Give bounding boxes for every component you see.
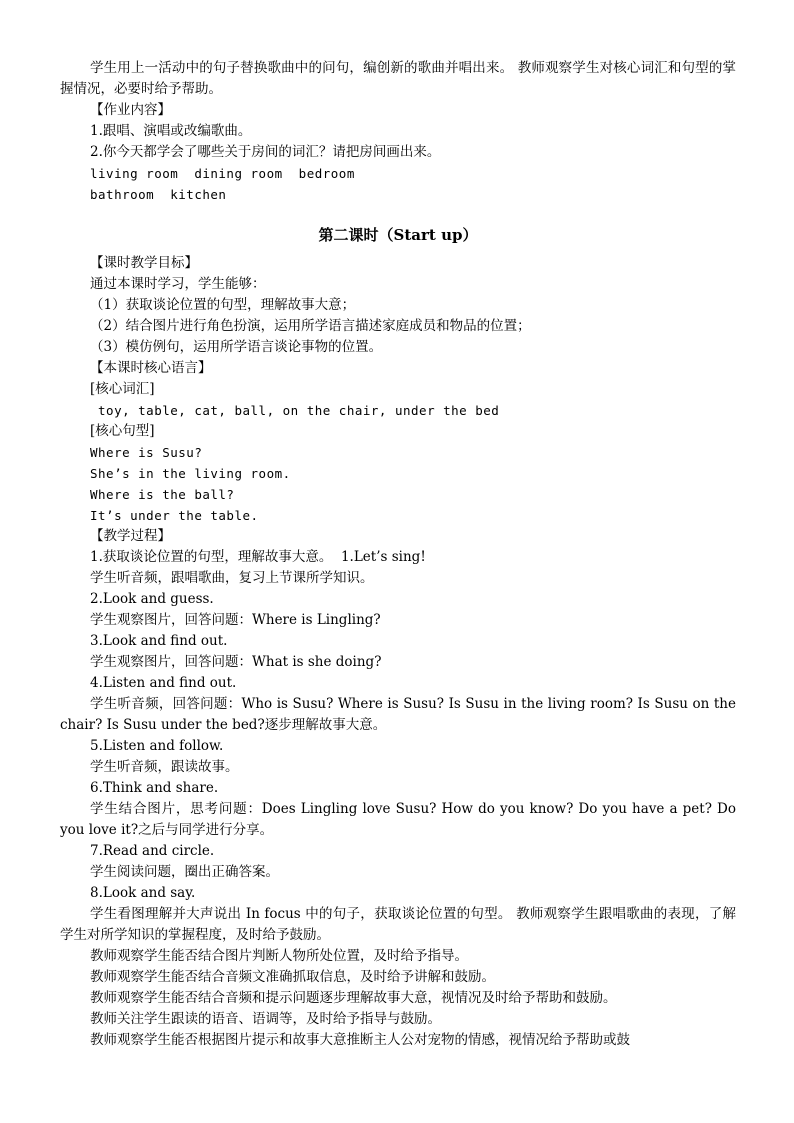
document-page (60, 58, 741, 1051)
process-step-1-desc: 学生听音频，跟唱歌曲，复习上节课所学知识。 (90, 570, 374, 586)
process-step-6-desc: 学生结合图片，思考问题：Does Lingling love Susu? How do you know? Do you have a pet? Do you love it?之后与同学进行分享。 (60, 801, 741, 838)
evaluation-1: 教师观察学生能否结合图片判断人物所处位置，及时给予指导。 (90, 948, 468, 964)
lesson-title: 第二课时（Start up） (318, 226, 478, 244)
core-language-heading: 【本课时核心语言】 (90, 360, 212, 376)
vocab-line-1: living room dining room bedroom (90, 166, 355, 181)
goal-item-1: （1）获取谈论位置的句型，理解故事大意； (90, 297, 356, 313)
process-step-4: 4.Listen and find out. (90, 675, 237, 691)
process-step-3: 3.Look and find out. (90, 633, 228, 649)
process-step-1: 1.获取谈论位置的句型，理解故事大意。 1.Let’s sing! (90, 549, 426, 565)
sentence-1: Where is Susu? (90, 445, 203, 460)
sentence-3: Where is the ball? (90, 487, 235, 502)
process-heading: 【教学过程】 (90, 528, 171, 544)
homework-heading: 【作业内容】 (90, 102, 171, 118)
process-step-4-desc: 学生听音频，回答问题：Who is Susu? Where is Susu? Is Susu in the living room? Is Susu on the chair? Is Susu under the bed?逐步理解故事大意。 (60, 696, 741, 733)
evaluation-5: 教师观察学生能否根据图片提示和故事大意推断主人公对宠物的情感，视情况给予帮助或鼓 (90, 1032, 630, 1048)
process-step-2-desc: 学生观察图片，回答问题：Where is Lingling? (90, 612, 381, 628)
process-step-3-desc: 学生观察图片，回答问题：What is she doing? (90, 654, 382, 670)
process-step-7: 7.Read and circle. (90, 843, 215, 859)
core-vocab-heading: [核心词汇] (90, 381, 155, 397)
paragraph-song-activity: 学生用上一活动中的句子替换歌曲中的问句，编创新的歌曲并唱出来。 教师观察学生对核心词汇和句型的掌握情况，必要时给予帮助。 (60, 60, 736, 97)
core-sentence-heading: [核心句型] (90, 423, 155, 439)
process-step-5: 5.Listen and follow. (90, 738, 224, 754)
sentence-2: She’s in the living room. (90, 466, 291, 481)
evaluation-3: 教师观察学生能否结合音频和提示问题逐步理解故事大意，视情况及时给予帮助和鼓励。 (90, 990, 617, 1006)
process-step-2: 2.Look and guess. (90, 591, 214, 607)
evaluation-4: 教师关注学生跟读的语音、语调等，及时给予指导与鼓励。 (90, 1011, 441, 1027)
process-step-7-desc: 学生阅读问题，圈出正确答案。 (90, 864, 279, 880)
process-step-6: 6.Think and share. (90, 780, 219, 796)
goal-intro: 通过本课时学习，学生能够： (90, 276, 266, 292)
homework-item-2: 2.你今天都学会了哪些关于房间的词汇？请把房间画出来。 (90, 144, 441, 160)
process-step-5-desc: 学生听音频，跟读故事。 (90, 759, 239, 775)
evaluation-2: 教师观察学生能否结合音频文准确抓取信息，及时给予讲解和鼓励。 (90, 969, 495, 985)
core-vocab-list: toy, table, cat, ball, on the chair, under the bed (90, 403, 500, 418)
goal-item-3: （3）模仿例句，运用所学语言谈论事物的位置。 (90, 339, 383, 355)
sentence-4: It’s under the table. (90, 508, 259, 523)
homework-item-1: 1.跟唱、演唱或改编歌曲。 (90, 123, 252, 139)
process-step-8-desc: 学生看图理解并大声说出 In focus 中的句子，获取谈论位置的句型。 教师观察学生跟唱歌曲的表现，了解学生对所学知识的掌握程度，及时给予鼓励。 (60, 906, 736, 943)
vocab-line-2: bathroom kitchen (90, 187, 227, 202)
process-step-8: 8.Look and say. (90, 885, 196, 901)
goal-item-2: （2）结合图片进行角色扮演，运用所学语言描述家庭成员和物品的位置； (90, 318, 531, 334)
goal-heading: 【课时教学目标】 (90, 255, 198, 271)
